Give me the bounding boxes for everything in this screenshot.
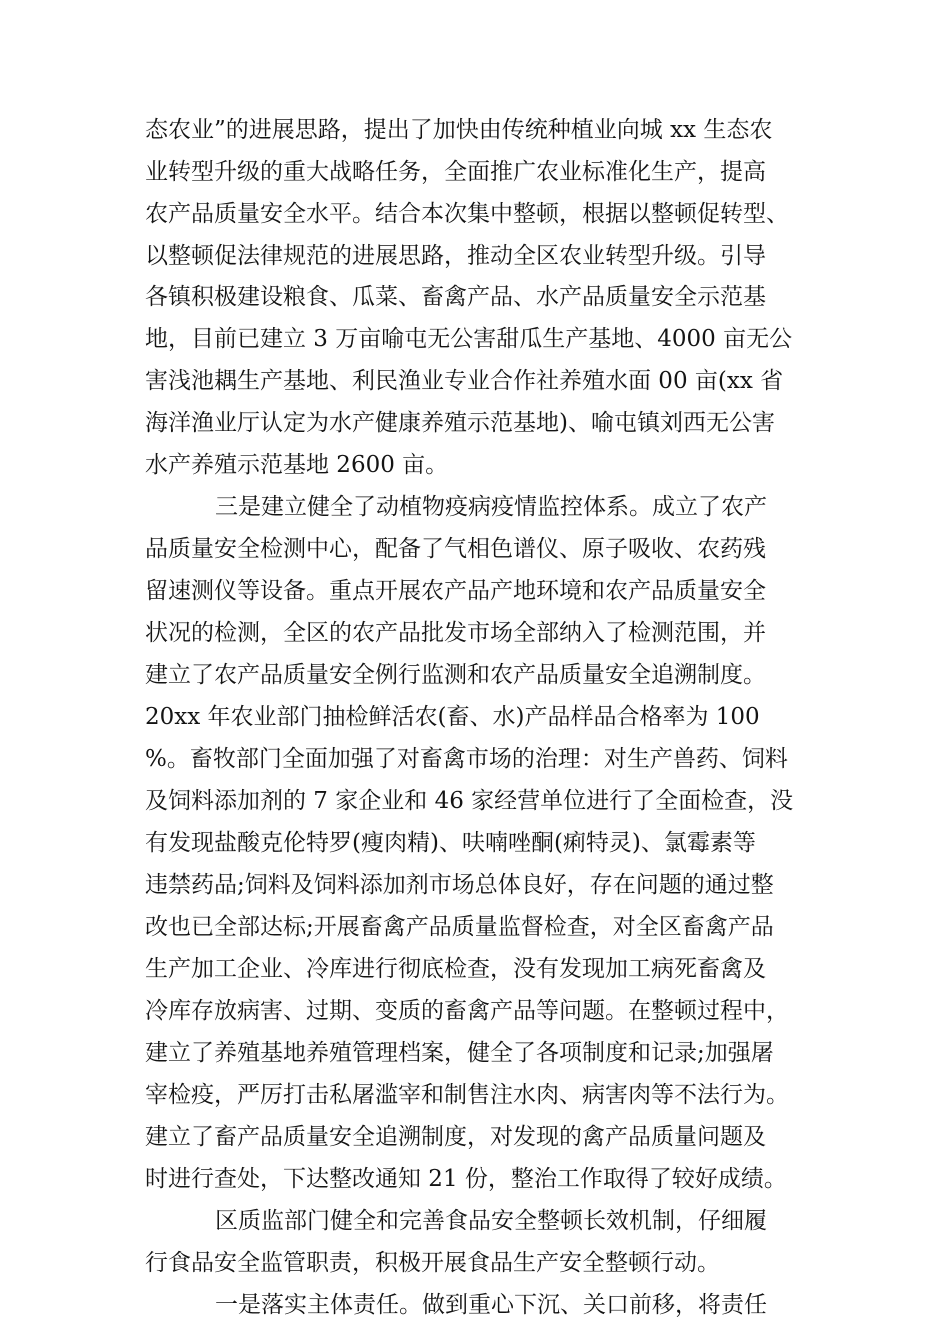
text-line: 地，目前已建立 3 万亩喻屯无公害甜瓜生产基地、4000 亩无公: [145, 326, 793, 352]
text-line: 留速测仪等设备。重点开展农产品产地环境和农产品质量安全: [145, 578, 766, 604]
paragraph-start-line: 一是落实主体责任。做到重心下沉、关口前移，将责任: [215, 1292, 767, 1318]
text-line: 违禁药品;饲料及饲料添加剂市场总体良好，存在问题的通过整: [145, 872, 774, 898]
text-line: 及饲料添加剂的 7 家企业和 46 家经营单位进行了全面检查，没: [145, 788, 794, 814]
text-line: 建立了畜产品质量安全追溯制度，对发现的禽产品质量问题及: [145, 1124, 766, 1150]
text-line: 业转型升级的重大战略任务，全面推广农业标准化生产，提高: [145, 159, 766, 185]
text-line: 海洋渔业厅认定为水产健康养殖示范基地)、喻屯镇刘西无公害: [145, 410, 775, 436]
text-line: 建立了养殖基地养殖管理档案，健全了各项制度和记录;加强屠: [145, 1040, 774, 1066]
text-line: 宰检疫，严厉打击私屠滥宰和制售注水肉、病害肉等不法行为。: [145, 1082, 789, 1108]
paragraph-start-line: 区质监部门健全和完善食品安全整顿长效机制，仔细履: [215, 1208, 767, 1234]
text-line: 时进行查处，下达整改通知 21 份，整治工作取得了较好成绩。: [145, 1166, 787, 1192]
text-line: 生产加工企业、冷库进行彻底检查，没有发现加工病死畜禽及: [145, 956, 766, 982]
paragraph-start-line: 三是建立健全了动植物疫病疫情监控体系。成立了农产: [215, 494, 767, 520]
text-line: 以整顿促法律规范的进展思路，推动全区农业转型升级。引导: [145, 243, 766, 269]
text-line: 状况的检测，全区的农产品批发市场全部纳入了检测范围，并: [145, 620, 766, 646]
text-line: 建立了农产品质量安全例行监测和农产品质量安全追溯制度。: [145, 662, 766, 688]
text-line: 冷库存放病害、过期、变质的畜禽产品等问题。在整顿过程中，: [145, 998, 789, 1024]
text-line: 各镇积极建设粮食、瓜菜、畜禽产品、水产品质量安全示范基: [145, 284, 766, 310]
text-line: 农产品质量安全水平。结合本次集中整顿，根据以整顿促转型、: [145, 201, 789, 227]
text-line: 害浅池耦生产基地、利民渔业专业合作社养殖水面 00 亩(xx 省: [145, 368, 784, 394]
text-line: 改也已全部达标;开展畜禽产品质量监督检查，对全区畜禽产品: [145, 914, 774, 940]
text-line: 品质量安全检测中心，配备了气相色谱仪、原子吸收、农药残: [145, 536, 766, 562]
text-line: 20xx 年农业部门抽检鲜活农(畜、水)产品样品合格率为 100: [145, 704, 760, 730]
text-line: 水产养殖示范基地 2600 亩。: [145, 452, 449, 478]
text-line: 态农业”的进展思路，提出了加快由传统种植业向城 xx 生态农: [145, 117, 773, 143]
text-line: 有发现盐酸克伦特罗(瘦肉精)、呋喃唑酮(痢特灵)、氯霉素等: [145, 830, 756, 856]
text-line: %。畜牧部门全面加强了对畜禽市场的治理：对生产兽药、饲料: [145, 746, 788, 772]
text-line: 行食品安全监管职责，积极开展食品生产安全整顿行动。: [145, 1250, 720, 1276]
